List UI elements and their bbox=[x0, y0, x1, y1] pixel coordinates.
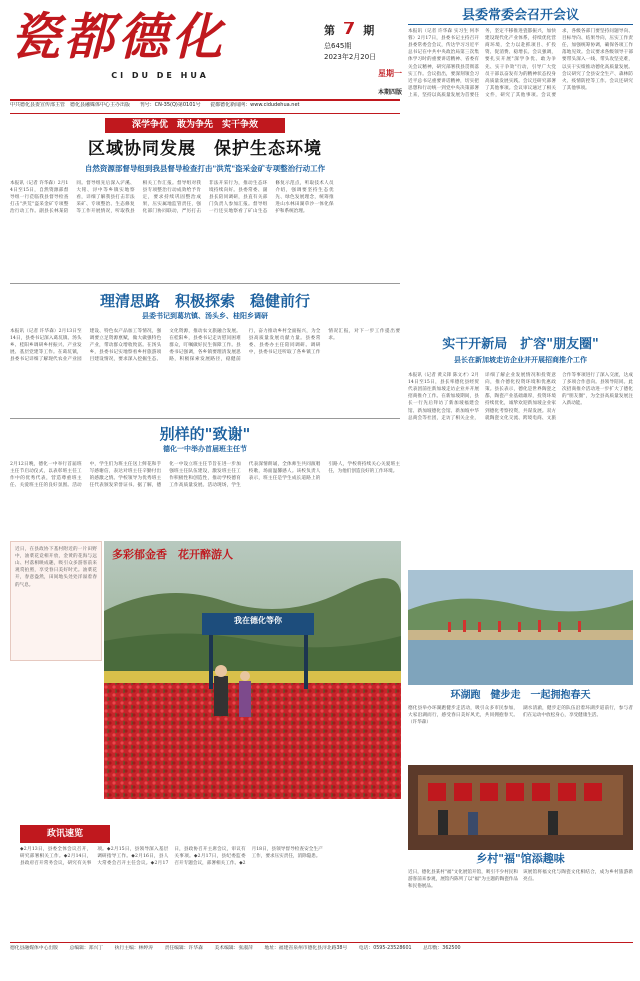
tulip-caption: 多彩郁金香 花开醉游人 bbox=[112, 548, 233, 561]
farewell-body: 2月12日晚，德化一中举行首届班主任节启动仪式，以表彰班主任工作中的优秀代表，营造尊重班主任、关爱班主任的良好氛围。活动中，学生们为班主任送上鲜花和手写感谢信，表达对班主任辛勤付出的感激之情。学校领导为优秀班主任代表颁发荣誉证书。据了解，德化一中设立班主任节旨在进一步加强班主任队伍建设，激发班主任工作积极性和创造性，推动学校德育工作高质量发展。活动现场，学生代表深情朗诵，全体师生共同演唱校歌，场面温馨感人。该校负责人表示，班主任是学生成长道路上的引路人，学校将持续关心关爱班主任，为他们创造良好的工作环境。 bbox=[10, 462, 400, 489]
masthead-title bbox=[10, 6, 280, 68]
middle-right-subhead: 县长在新加坡走访企业并开展招商推介工作 bbox=[454, 355, 587, 364]
farewell-subhead: 德化一中举办首届班主任节 bbox=[163, 444, 247, 453]
poem-box bbox=[10, 541, 102, 661]
weekday: 星期一 bbox=[378, 69, 402, 78]
lake-run-body-2: 湖水清澈，健步走的队伍沿着环湖步道前行，参与者们在运动中放松身心，享受健康生活。 bbox=[523, 706, 633, 719]
footer-chief: 总编辑：郑兴丁 bbox=[69, 946, 104, 951]
farewell-headline: 别样的"致谢" bbox=[159, 425, 251, 443]
news-brief-header-text: 政讯速览 bbox=[46, 829, 83, 839]
lake-run-photo-svg bbox=[408, 570, 633, 685]
issue-date: 2023年2月20日 bbox=[324, 52, 377, 61]
tulip-photo-svg bbox=[104, 541, 401, 799]
fu-hall-photo bbox=[408, 765, 633, 850]
fu-hall-caption: 乡村"福"馆添趣味 bbox=[476, 852, 565, 865]
fu-hall-body-2: 该展馆将福文化与陶瓷文化相结合，成为乡村旅游新亮点。 bbox=[523, 870, 633, 883]
news-brief-body: ◆2月13日，县委全体会议召开，研究部署相关工作。◆2月14日，县政府召开常务会议，研究有关事项。◆2月15日，县领导深入基层调研指导工作。◆2月16日，县人大常委会召开主任会议。◆2月17日，县政协召开主席会议，审议有关事项。◆2月17日，县纪委监委召开专题会议，部署相关工作。◆2月18日，县领导督导检查安全生产工作，要求压实责任，消除隐患。 bbox=[20, 847, 323, 867]
cn-number: 刊号：CN-35(Q)第0101号 bbox=[139, 102, 201, 108]
lake-run-caption: 环湖跑 健步走 一起拥抱春天 bbox=[450, 690, 591, 701]
middle-left-headline: 理清思路 积极探索 稳健前行 bbox=[99, 292, 310, 310]
lake-run-photo bbox=[408, 570, 633, 685]
fu-hall-body: 近日，德化县某村"福"文化展馆开馆，吸引不少村民和游客前来参观，展馆内陈列了以"福"为主题的陶瓷作品和民俗展品。 bbox=[408, 870, 518, 890]
page-number: 7 bbox=[342, 22, 356, 39]
poem-body: 近日，在县政协下基村附近的一片田野中，油菜花竞相开放，金黄的花海与远山、村落相映成趣，吸引众多游客前来观赏拍照，享受春日美好时光。油菜花开，春意盎然，田间地头处处洋溢着春的气息。 bbox=[15, 547, 97, 588]
masthead-issue-block bbox=[324, 22, 394, 92]
middle-right-headline: 实干开新局 扩容"朋友圈" bbox=[442, 337, 599, 352]
news-brief-header bbox=[20, 825, 110, 843]
photo-sign: 我在德化等你 bbox=[234, 616, 282, 625]
right-top-body: 本报讯（记者 许华森 实习生 何李蓉）2月17日，县委书记主持召开县委常委会会议，传达学习习近平总书记在中共中央政治局第三次集体学习时的重要讲话精神、省委有关会议精神，研究部署我县贯彻落实工作。会议指出，要深刻领会习近平总书记重要讲话精神，切实把思想和行动统一到党中央决策部署上来，坚持以高质量发展为首要任务，坚定不移推进瓷都振兴，加快建设现代化产业体系，持续优化营商环境，全力以赴抓项目、扩投资、促消费、稳增长。会议强调，要扎实开展"深学争优、敢为争先、实干争效"行动，引导广大党员干部以奋发有为的精神状态投身高质量发展实践。会议还研究部署了其他事项。会议审议通过了相关文件，研究了其他事项。会议要求，各级各部门要坚持问题导向、目标导向、结果导向，压实工作责任，加强统筹协调，确保各项工作落地见效。会议要求各级领导干部要带头深入一线、带头攻坚克难，以实干实绩推动德化高质量发展。会议研究了全县安全生产、森林防火、疫情防控等工作。会议还研究了其他事项。 bbox=[408, 29, 633, 98]
footer-artist: 美术编辑：张淑萍 bbox=[214, 946, 253, 951]
masthead-pinyin: CI DU DE HUA bbox=[111, 71, 209, 80]
footer-editor: 责任编辑：许华森 bbox=[164, 946, 203, 951]
footer-location: 地址：福建省泉州市德化县浔北路38号 bbox=[264, 946, 348, 951]
banner-headline: 区域协同发展 保护生态环境 bbox=[88, 139, 322, 159]
footer-bar bbox=[10, 945, 633, 957]
pages-count: 本期四版 bbox=[378, 89, 403, 96]
banner-subhead: 自然资源部督导组到我县督导检查打击"洪荒"盗采金矿专项整治行动工作 bbox=[84, 164, 326, 173]
footer-executive: 执行主编：林婷涛 bbox=[114, 946, 154, 951]
masthead-info-bar bbox=[10, 102, 400, 112]
sponsor-text: 中共德化县委宣传部主管 德化县融媒体中心主办出版 bbox=[10, 102, 131, 108]
middle-left-subhead: 县委书记到葛坑镇、汤头乡、桂阳乡调研 bbox=[142, 311, 268, 320]
middle-left-body: 本报讯（记者 许华森）2月13日至14日，县委书记深入葛坑镇、汤头乡、桂阳乡调研乡村振兴、产业发展、基层党建等工作。在葛坑镇，县委书记详细了解现代农业产业园建设、特色农产品加工等情况，强调要立足资源禀赋，做大做强特色产业，带动群众增收致富。在汤头乡，县委书记实地察看乡村旅游项目建设情况，要求深入挖掘生态、文化资源，推动农文旅融合发展。在桂阳乡，县委书记走访慰问困难群众，叮嘱做好民生保障工作。县委书记强调，各乡镇要理清发展思路，积极探索发展路径，稳健前行，奋力推动乡村全面振兴，为全县高质量发展贡献力量。县委常委、县委办主任陪同调研。调研中，县委书记还听取了各乡镇工作情况汇报，对下一步工作提出要求。 bbox=[10, 329, 400, 363]
masthead-title-text: 瓷都德化 bbox=[10, 7, 226, 66]
page-label: 第 bbox=[324, 24, 335, 37]
right-top-headline: 县委常委会召开会议 bbox=[461, 8, 579, 23]
website: 瓷都德化新闻网：www.cidudehua.net bbox=[210, 102, 300, 108]
lake-run-body: 德化县举办环湖跑健步走活动，吸引众多市民参加，大家沿湖而行，感受春日美好风光，共同拥抱春天。（许华森） bbox=[408, 706, 518, 726]
kicker-banner bbox=[105, 118, 285, 133]
page-unit: 期 bbox=[363, 24, 375, 37]
fu-hall-photo-svg bbox=[408, 765, 633, 850]
kicker-text: 深学争优 敢为争先 实干争效 bbox=[131, 120, 258, 130]
footer-print: 总印数：362500 bbox=[423, 946, 461, 951]
tulip-photo bbox=[104, 541, 401, 799]
footer-phone: 电话：0595-23528601 bbox=[358, 946, 412, 951]
issue-total: 总645期 bbox=[324, 42, 352, 50]
footer-address: 德化县融媒体中心出版 bbox=[10, 946, 58, 951]
middle-right-body: 本报讯（记者 黄义锋 陈文才）2月14日至15日，县长率德化县经贸代表团前往新加坡走访企业并开展招商推介工作。在新加坡期间，县长一行先后拜访了新加坡福建会馆、新加坡德化会馆、新加坡中华总商会等社团，走访了相关企业，详细了解企业发展情况和投资意向，推介德化投资环境和优惠政策。县长表示，德化是世界陶瓷之都，陶瓷产业基础雄厚，投资环境持续优化，诚挚欢迎新加坡企业家到德化考察投资，共谋发展。双方就陶瓷文化交流、跨境电商、文旅合作等事项进行了深入交流，达成了多项合作意向。县领导陪同。此次招商推介活动进一步扩大了德化的"朋友圈"，为全县高质量发展注入新动能。 bbox=[408, 373, 633, 421]
banner-body: 本报讯（记者 许华森）2月14日至15日，自然资源部督导组一行莅临我县督导检查打击"洪荒"盗采金矿专项整治行动工作。副县长林某陪同。督导组先后深入浐溪、大铭、浔中等乡镇实地察看，详细了解我县打击非法采矿、专项整治、生态修复等工作开展情况，听取我县相关工作汇报。督导组对我县专项整治行动成效给予肯定，要求持续巩固整治成果，压实属地监管责任，强化部门协同联动，严厉打击非法开采行为，推动生态环境持续向好。县委常委、副县长陪同调研，县直有关部门负责人参加汇报。督导组一行还实地察看了矿山生态修复示范点，听取技术人员介绍，强调要坚持生态优先、绿色发展理念，统筹推进山水林田湖草沙一体化保护和系统治理。 bbox=[10, 181, 334, 215]
